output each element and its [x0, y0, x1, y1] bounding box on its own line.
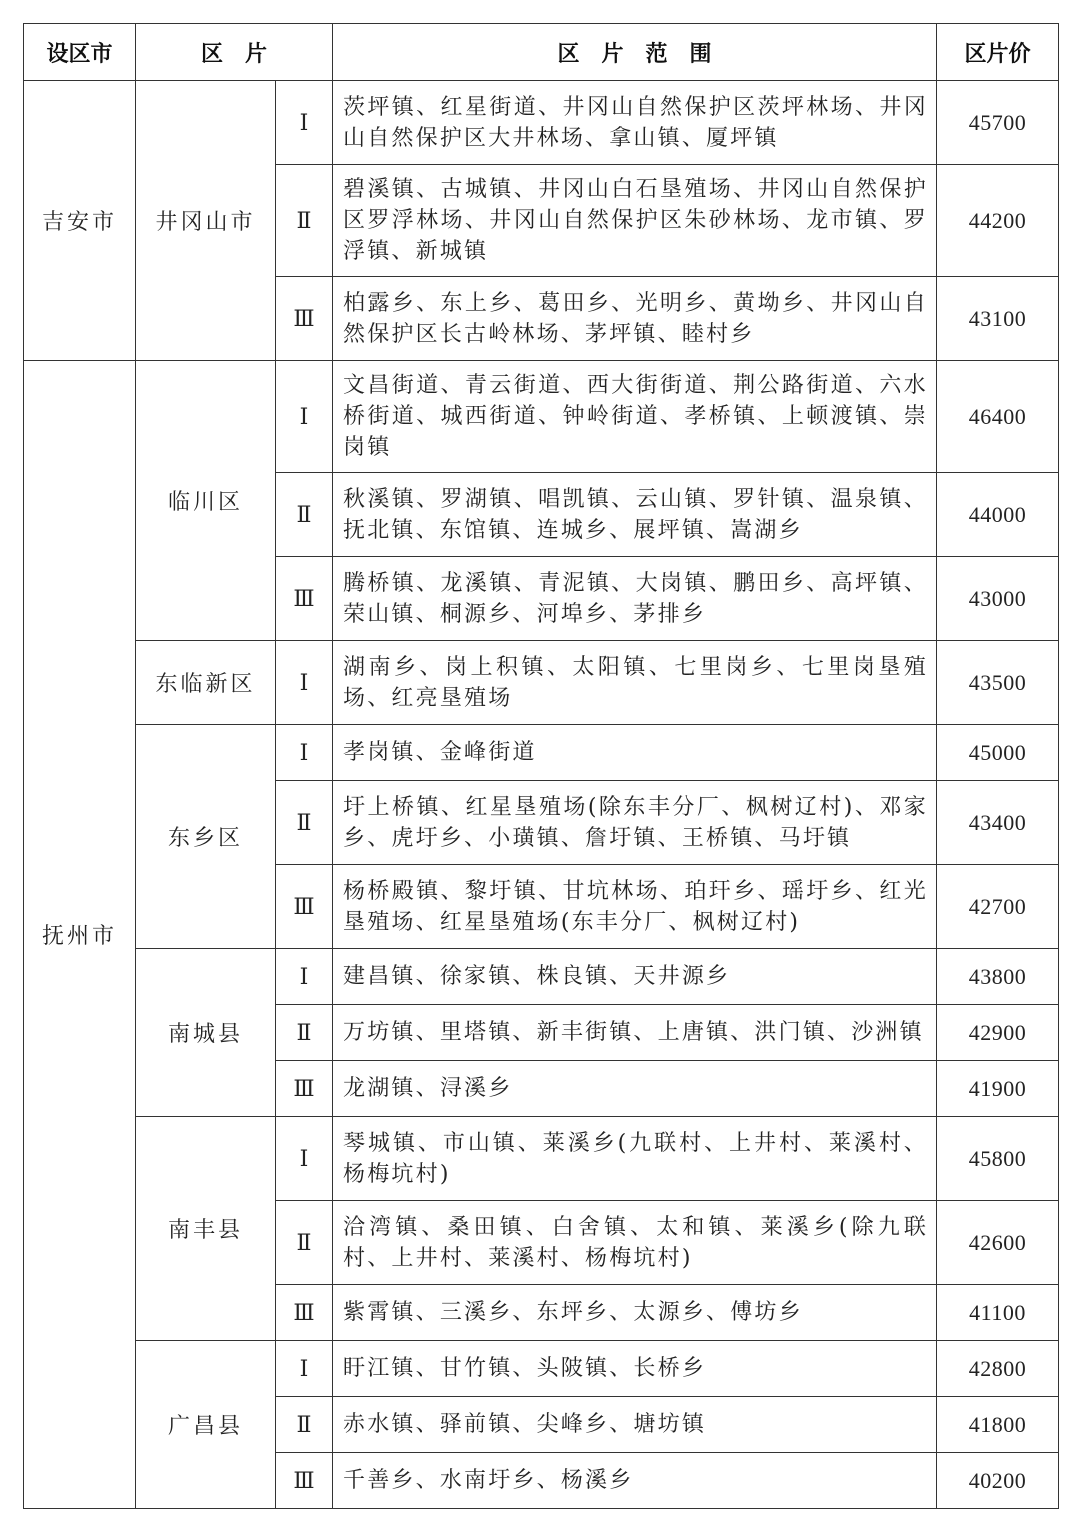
price-cell: 43000	[937, 557, 1059, 641]
grade-cell: Ⅰ	[276, 1117, 333, 1201]
header-city: 设区市	[24, 24, 136, 81]
district-cell: 南丰县	[136, 1117, 276, 1341]
header-price: 区片价	[937, 24, 1059, 81]
grade-cell: Ⅰ	[276, 361, 333, 473]
city-cell: 抚州市	[24, 361, 136, 1509]
grade-cell: Ⅲ	[276, 865, 333, 949]
grade-cell: Ⅰ	[276, 81, 333, 165]
table-row	[24, 1117, 1059, 1201]
price-cell: 45000	[937, 725, 1059, 781]
range-cell: 秋溪镇、罗湖镇、唱凯镇、云山镇、罗针镇、温泉镇、抚北镇、东馆镇、连城乡、展坪镇、嵩湖乡	[333, 473, 937, 557]
district-cell: 南城县	[136, 949, 276, 1117]
header-range: 区 片 范 围	[333, 24, 937, 81]
grade-cell: Ⅱ	[276, 781, 333, 865]
district-cell: 东临新区	[136, 641, 276, 725]
grade-cell: Ⅱ	[276, 1201, 333, 1285]
price-cell: 44000	[937, 473, 1059, 557]
price-cell: 41800	[937, 1397, 1059, 1453]
range-cell: 琴城镇、市山镇、莱溪乡(九联村、上井村、莱溪村、杨梅坑村)	[333, 1117, 937, 1201]
grade-cell: Ⅱ	[276, 165, 333, 277]
table-row	[24, 725, 1059, 781]
price-cell: 43400	[937, 781, 1059, 865]
range-cell: 紫霄镇、三溪乡、东坪乡、太源乡、傅坊乡	[333, 1285, 937, 1341]
district-cell: 井冈山市	[136, 81, 276, 361]
range-cell: 龙湖镇、浔溪乡	[333, 1061, 937, 1117]
range-cell: 腾桥镇、龙溪镇、青泥镇、大岗镇、鹏田乡、高坪镇、荣山镇、桐源乡、河埠乡、茅排乡	[333, 557, 937, 641]
price-cell: 42900	[937, 1005, 1059, 1061]
range-cell: 盱江镇、甘竹镇、头陂镇、长桥乡	[333, 1341, 937, 1397]
grade-cell: Ⅱ	[276, 473, 333, 557]
price-cell: 46400	[937, 361, 1059, 473]
grade-cell: Ⅲ	[276, 1285, 333, 1341]
price-cell: 42700	[937, 865, 1059, 949]
district-cell: 临川区	[136, 361, 276, 641]
table-row	[24, 1341, 1059, 1397]
table-row	[24, 81, 1059, 165]
price-cell: 42600	[937, 1201, 1059, 1285]
price-cell: 41900	[937, 1061, 1059, 1117]
grade-cell: Ⅲ	[276, 1453, 333, 1509]
table-row	[24, 641, 1059, 725]
range-cell: 碧溪镇、古城镇、井冈山白石垦殖场、井冈山自然保护区罗浮林场、井冈山自然保护区朱砂林场、龙市镇、罗浮镇、新城镇	[333, 165, 937, 277]
grade-cell: Ⅰ	[276, 725, 333, 781]
table-row	[24, 361, 1059, 473]
range-cell: 洽湾镇、桑田镇、白舍镇、太和镇、莱溪乡(除九联村、上井村、莱溪村、杨梅坑村)	[333, 1201, 937, 1285]
range-cell: 湖南乡、岗上积镇、太阳镇、七里岗乡、七里岗垦殖场、红亮垦殖场	[333, 641, 937, 725]
range-cell: 赤水镇、驿前镇、尖峰乡、塘坊镇	[333, 1397, 937, 1453]
header-row	[24, 24, 1059, 81]
grade-cell: Ⅰ	[276, 949, 333, 1005]
range-cell: 万坊镇、里塔镇、新丰街镇、上唐镇、洪门镇、沙洲镇	[333, 1005, 937, 1061]
price-cell: 44200	[937, 165, 1059, 277]
grade-cell: Ⅱ	[276, 1005, 333, 1061]
header-district: 区 片	[136, 24, 333, 81]
land-price-table	[23, 23, 1059, 1509]
price-cell: 43500	[937, 641, 1059, 725]
range-cell: 柏露乡、东上乡、葛田乡、光明乡、黄坳乡、井冈山自然保护区长古岭林场、茅坪镇、睦村乡	[333, 277, 937, 361]
district-cell: 东乡区	[136, 725, 276, 949]
price-cell: 42800	[937, 1341, 1059, 1397]
table-row	[24, 949, 1059, 1005]
grade-cell: Ⅲ	[276, 1061, 333, 1117]
price-cell: 45700	[937, 81, 1059, 165]
price-cell: 43800	[937, 949, 1059, 1005]
range-cell: 圩上桥镇、红星垦殖场(除东丰分厂、枫树辽村)、邓家乡、虎圩乡、小璜镇、詹圩镇、王桥镇、马圩镇	[333, 781, 937, 865]
grade-cell: Ⅰ	[276, 1341, 333, 1397]
range-cell: 千善乡、水南圩乡、杨溪乡	[333, 1453, 937, 1509]
price-cell: 43100	[937, 277, 1059, 361]
grade-cell: Ⅰ	[276, 641, 333, 725]
range-cell: 杨桥殿镇、黎圩镇、甘坑林场、珀玕乡、瑶圩乡、红光垦殖场、红星垦殖场(东丰分厂、枫树辽村)	[333, 865, 937, 949]
range-cell: 孝岗镇、金峰街道	[333, 725, 937, 781]
price-cell: 41100	[937, 1285, 1059, 1341]
grade-cell: Ⅲ	[276, 277, 333, 361]
range-cell: 文昌街道、青云街道、西大街街道、荆公路街道、六水桥街道、城西街道、钟岭街道、孝桥镇、上顿渡镇、崇岗镇	[333, 361, 937, 473]
grade-cell: Ⅱ	[276, 1397, 333, 1453]
grade-cell: Ⅲ	[276, 557, 333, 641]
range-cell: 茨坪镇、红星街道、井冈山自然保护区茨坪林场、井冈山自然保护区大井林场、拿山镇、厦坪镇	[333, 81, 937, 165]
district-cell: 广昌县	[136, 1341, 276, 1509]
city-cell: 吉安市	[24, 81, 136, 361]
range-cell: 建昌镇、徐家镇、株良镇、天井源乡	[333, 949, 937, 1005]
price-cell: 45800	[937, 1117, 1059, 1201]
price-cell: 40200	[937, 1453, 1059, 1509]
